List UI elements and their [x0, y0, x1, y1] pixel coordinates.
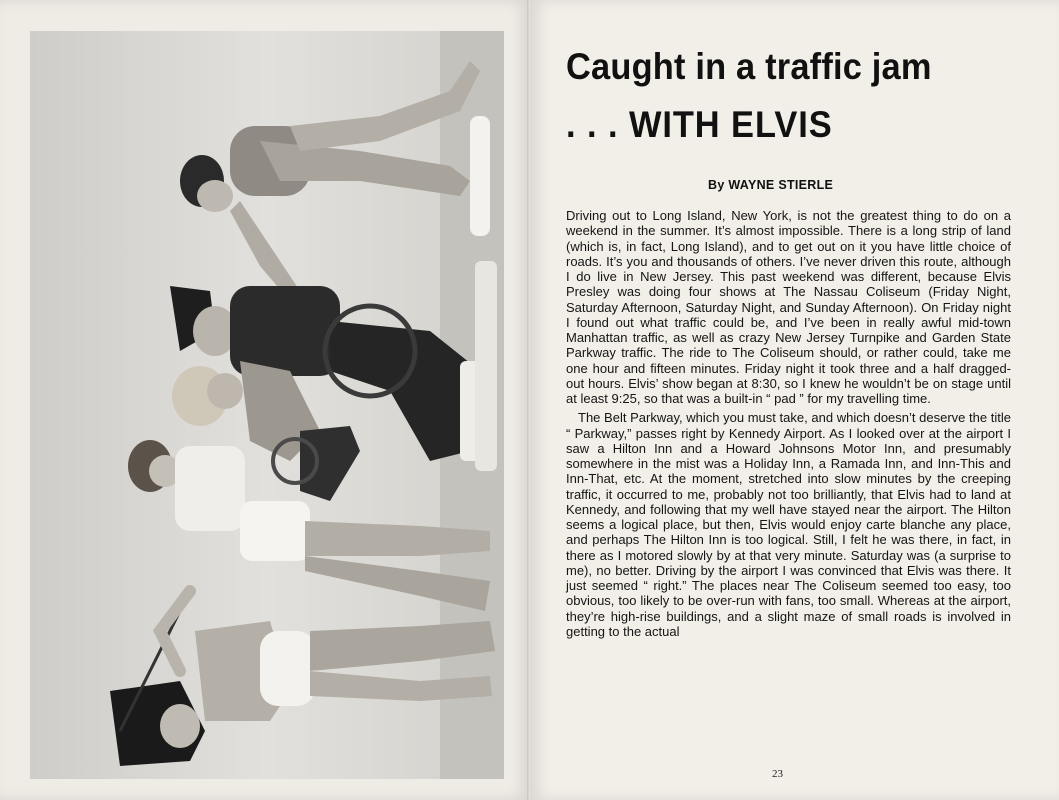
group-photo	[30, 31, 504, 779]
article-body	[566, 208, 1011, 643]
page-number: 23	[772, 768, 783, 780]
article-title-line1: Caught in a traffic jam	[566, 46, 932, 87]
photo-illustration	[30, 31, 504, 779]
article-paragraph-1: Driving out to Long Island, New York, is not the greatest thing to do on a weekend in the summer. It’s almost impossible. There is a long strip of land (which is, in fact, Long Island), and to get out on it you have little choice of roads. It’s you and thousands of others. I’ve never driven this route, although I do live in New Jersey. This past weekend was different, because Elvis Presley was doing four shows at The Nassau Coliseum (Friday Night, Saturday Afternoon, Saturday Night, and Sunday Afternoon). On Friday night I found out what traffic could be, and I’ve been in really awful mid-town Manhattan traffic, as well as crazy New Jersey Turnpike and Garden State Parkway traffic. The ride to The Coliseum should, or rather could, take me one hour and fifteen minutes. Friday night it took three and a half dragged-out hours. Elvis’ show began at 8:30, so I knew he wouldn’t be on stage until at least 9:25, so that was a built-in “ pad ” for my travelling time.	[566, 208, 1011, 406]
article-title-line2: . . . WITH ELVIS	[566, 104, 833, 145]
article-byline: By WAYNE STIERLE	[708, 178, 834, 192]
article-title	[566, 38, 994, 154]
article-paragraph-2: The Belt Parkway, which you must take, and which doesn’t deserve the title “ Parkway,” passes right by Kennedy Airport. As I looked over at the airport I saw a Hilton Inn and a Howard Johnsons Motor Inn, and presumably somewhere in the mist was a Holiday Inn, a Ramada Inn, and Inn-This and Inn-That, etc. At the moment, stretched into slow minutes by the creeping traffic, it occurred to me, probably not too brilliantly, that Elvis had to land at Kennedy, and following that my well have stayed near the airport. The Hilton seems a logical place, but then, Elvis would enjoy carte blanche any place, and perhaps The Hilton Inn is too logical. Still, I felt he was there, in fact, in there as I motored slowly by at that very minute. Saturday was (a surprise to me), no better. Driving by the airport I was convinced that Elvis was there. It just seemed “ right.” The places near The Coliseum seemed too easy, too obvious, too likely to be over-run with fans, too small. Whereas at the airport, they’re high-rise buildings, and a slight maze of small roads is involved in getting to the actual	[566, 410, 1011, 639]
